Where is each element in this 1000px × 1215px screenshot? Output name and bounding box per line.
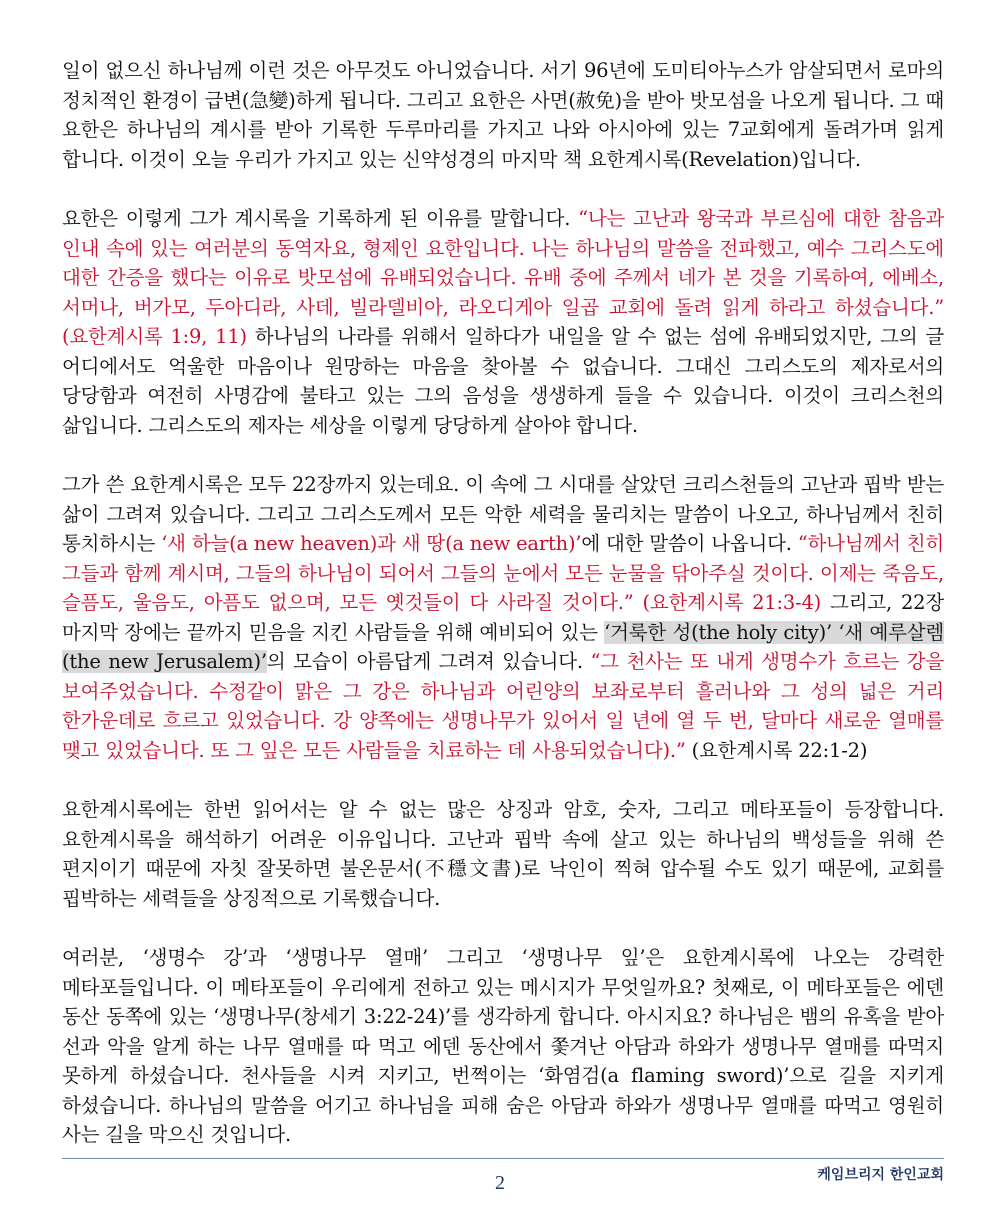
text-segment: 여러분, ‘생명수 강’과 ‘생명나무 열매’ 그리고 ‘생명나무 잎’은 요한계시록에 나오는 강력한 메타포들입니다. 이 메타포들이 우리에게 전하고 있는 메시지가 무엇일까요? 첫째로, 이 메타포들은 에덴 동산 동쪽에 있는 ‘생명나무(창세기 3:22-24)’를 생각하게 합니다. 아시지요? 하나님은 뱀의 유혹을 받아 선과 악을 알게 하는 나무 열매를 따 먹고 에덴 동산에서 쫓겨난 아담과 하와가 생명나무 열매를 따먹지 못하게 하셨습니다. 천사들을 시켜 지키고, 번쩍이는 ‘화염검(a flaming sword)’으로 길을 지키게 하셨습니다. 하나님의 말씀을 어기고 하나님을 피해 숨은 아담과 하와가 생명나무 열매를 따먹고 영원히 사는 길을 막으신 것입니다. [62, 946, 944, 1146]
page-number: 2 [495, 1172, 505, 1194]
scripture-quote: “나는 고난과 왕국과 부르심에 대한 참음과 인내 속에 있는 여러분의 동역자요, 형제인 요한입니다. 나는 하나님의 말씀을 전파했고, 예수 그리스도에 대한 간증을 했다는 이유로 밧모섬에 유배되었습니다. 유배 중에 주께서 네가 본 것을 기록하여, 에베소, 서머나, 버가모, 두아디라, 사데, 빌라델비아, 라오디게아 일곱 교회에 돌려 읽게 하라고 하셨습니다.” (요한계시록 1:9, 11) [62, 207, 945, 348]
text-segment: 에 대한 말씀이 나옵니다. [581, 532, 798, 555]
paragraph-4 [62, 795, 944, 913]
text-segment: 하나님의 나라를 위해서 일하다가 내일을 알 수 없는 섬에 유배되었지만, 그의 글 어디에서도 억울한 마음이나 원망하는 마음을 찾아볼 수 없습니다. 그대신 그리스도의 제자로서의 당당함과 여전히 사명감에 불타고 있는 그의 음성을 생생하게 들을 수 있습니다. 이것이 크리스천의 삶입니다. 그리스도의 제자는 세상을 이렇게 당당하게 살아야 합니다. [62, 325, 944, 437]
paragraph-5 [62, 943, 944, 1150]
page-body [62, 56, 944, 1180]
scripture-quote: “그 천사는 또 내게 생명수가 흐르는 강을 보여주었습니다. 수정같이 맑은 그 강은 하나님과 어린양의 보좌로부터 흘러나와 그 성의 넓은 거리 한가운데로 흐르고 있었습니다. 강 양쪽에는 생명나무가 있어서 일 년에 열 두 번, 달마다 새로운 열매를 맺고 있었습니다. 또 그 잎은 모든 사람들을 치료하는 데 사용되었습니다).” [62, 650, 945, 762]
scripture-phrase: ‘새 하늘(a new heaven)과 새 땅(a new earth)’ [161, 532, 582, 555]
scripture-quote: “하나님께서 친히 그들과 함께 계시며, 그들의 하나님이 되어서 그들의 눈에서 모든 눈물을 닦아주실 것이다. 이제는 죽음도, 슬픔도, 울음도, 아픔도 없으며, 모든 옛것들이 다 사라질 것이다.” (요한계시록 21:3-4) [62, 532, 944, 614]
paragraph-2 [62, 204, 944, 440]
scripture-reference: (요한계시록 22:1-2) [685, 738, 868, 762]
paragraph-3 [62, 470, 944, 765]
church-name: 케임브리지 한인교회 [817, 1167, 944, 1183]
text-segment: 요한계시록에는 한번 읽어서는 알 수 없는 많은 상징과 암호, 숫자, 그리고 메타포들이 등장합니다. 요한계시록을 해석하기 어려운 이유입니다. 고난과 핍박 속에 살고 있는 하나님의 백성들을 위해 쓴 편지이기 때문에 자칫 잘못하면 불온문서(不穩文書)로 낙인이 찍혀 압수될 수도 있기 때문에, 교회를 핍박하는 세력들을 상징적으로 기록했습니다. [62, 798, 944, 910]
text-segment: 그가 쓴 요한계시록은 모두 22장까지 있는데요. 이 속에 그 시대를 살았던 크리스천들의 고난과 핍박 받는 삶이 그려져 있습니다. 그리고 그리스도께서 모든 악한 세력을 물리치는 말씀이 나오고, 하나님께서 친히 통치하시는 [62, 473, 944, 555]
footer-divider [62, 1158, 944, 1159]
highlighted-phrase: ‘거룩한 성(the holy city)’ ‘새 예루살렘(the new Jerusalem)’ [62, 620, 944, 673]
text-segment: 일이 없으신 하나님께 이런 것은 아무것도 아니었습니다. 서기 96년에 도미티아누스가 암살되면서 로마의 정치적인 환경이 급변(急變)하게 됩니다. 그리고 요한은 사면(赦免)을 받아 밧모섬을 나오게 됩니다. 그 때 요한은 하나님의 계시를 받아 기록한 두루마리를 가지고 나와 아시아에 있는 7교회에게 돌려가며 읽게 합니다. 이것이 오늘 우리가 가지고 있는 신약성경의 마지막 책 요한계시록(Revelation)입니다. [62, 59, 944, 171]
text-segment: 그리고, 22장 마지막 장에는 끝까지 믿음을 지킨 사람들을 위해 예비되어 있는 [62, 591, 944, 644]
text-segment: 요한은 이렇게 그가 계시록을 기록하게 된 이유를 말합니다. [62, 207, 579, 230]
paragraph-1 [62, 56, 944, 174]
text-segment: 의 모습이 아름답게 그려져 있습니다. [266, 650, 591, 673]
